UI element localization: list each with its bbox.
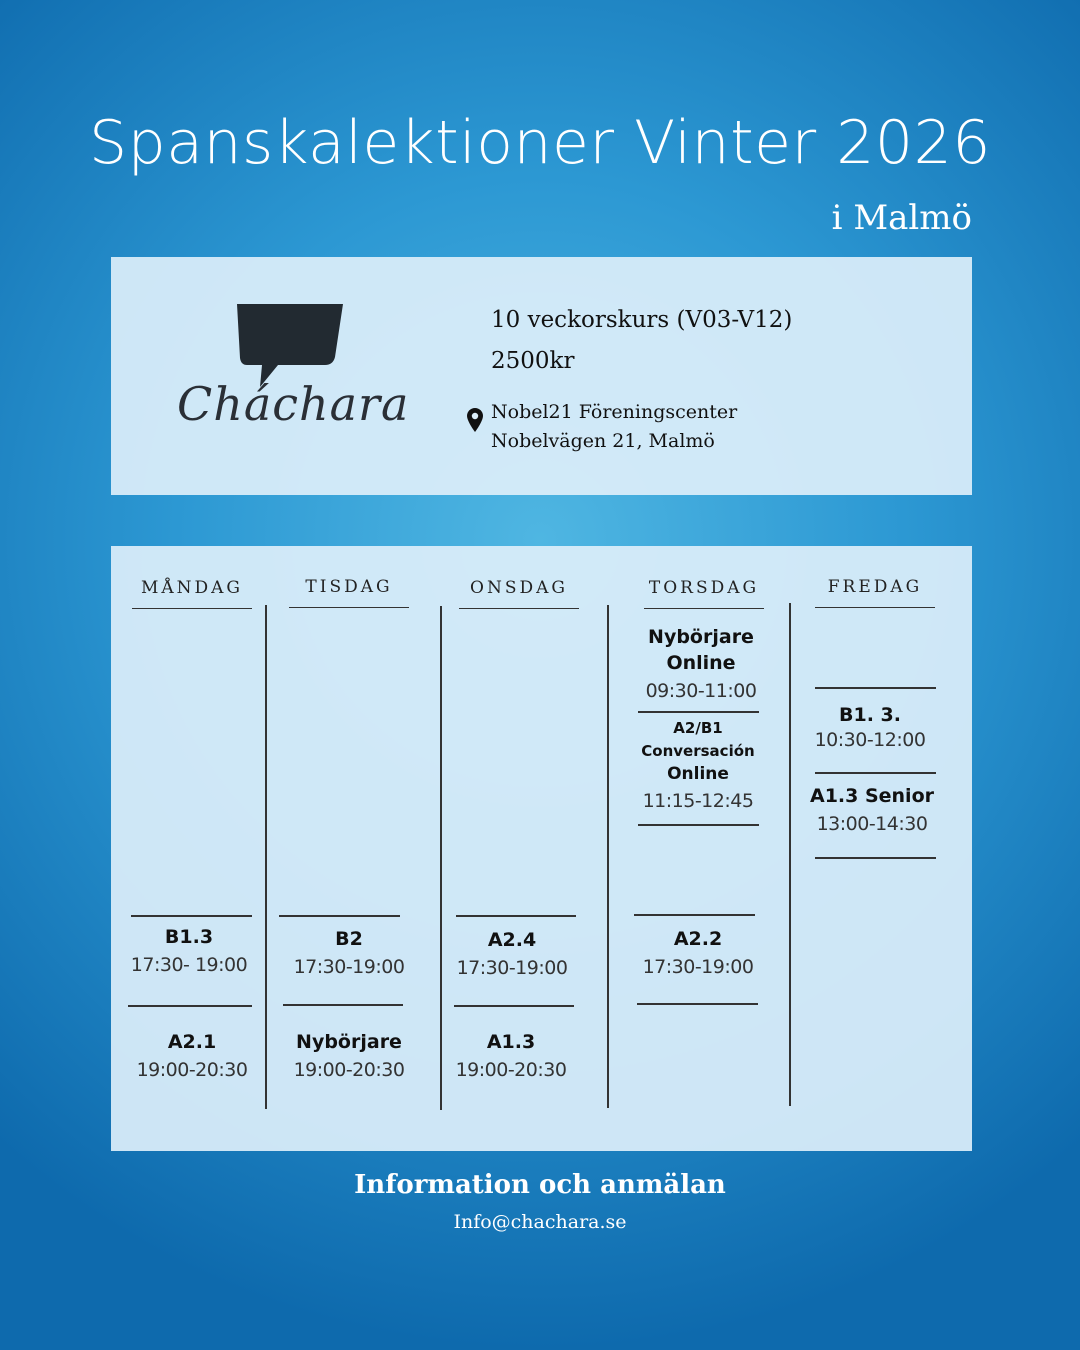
slot-divider	[634, 914, 755, 916]
column-divider	[789, 603, 791, 1106]
slot-tuesday-1	[274, 926, 424, 982]
slot-divider	[456, 915, 576, 917]
slot-level: Conversación	[641, 742, 755, 760]
slot-thursday-2	[623, 717, 773, 816]
slot-time: 17:30-19:00	[456, 957, 568, 979]
slot-time: 19:00-20:30	[293, 1059, 405, 1081]
address-venue: Nobel21 Föreningscenter	[491, 401, 738, 423]
slot-divider	[128, 1005, 252, 1007]
slot-divider	[815, 687, 936, 689]
slot-divider	[815, 857, 936, 859]
slot-thursday-1	[626, 624, 776, 706]
slot-divider	[131, 915, 252, 917]
slot-monday-1	[114, 924, 264, 980]
slot-divider	[637, 1003, 758, 1005]
slot-time: 11:15-12:45	[642, 790, 754, 812]
slot-monday-2	[117, 1029, 267, 1085]
slot-level: A2/B1	[673, 719, 723, 737]
slot-divider	[638, 711, 759, 713]
footer-heading: Information och anmälan	[354, 1170, 726, 1200]
slot-time: 10:30-12:00	[814, 729, 926, 751]
slot-level: B2	[335, 928, 363, 950]
slot-time: 09:30-11:00	[645, 680, 757, 702]
slot-time: 19:00-20:30	[136, 1059, 248, 1081]
address-street: Nobelvägen 21, Malmö	[491, 430, 715, 452]
schedule-panel	[111, 546, 972, 1151]
slot-level: B1.3	[164, 926, 214, 948]
slot-divider	[454, 1005, 574, 1007]
slot-divider	[283, 1004, 403, 1006]
slot-time: 17:30-19:00	[642, 956, 754, 978]
slot-level: A1.3	[486, 1031, 536, 1053]
slot-level: A2.4	[487, 929, 537, 951]
slot-time: 13:00-14:30	[816, 813, 928, 835]
course-duration: 10 veckorskurs (V03-V12)	[491, 307, 793, 333]
day-header-monday: MÅNDAG	[132, 578, 252, 609]
slot-friday-2	[797, 783, 947, 839]
course-info-panel	[111, 257, 972, 495]
slot-time: 17:30- 19:00	[130, 954, 248, 976]
course-price: 2500kr	[491, 348, 575, 374]
slot-level: A1.3 Senior	[809, 785, 934, 807]
slot-thursday-3	[623, 926, 773, 982]
day-header-wednesday: ONSDAG	[459, 578, 579, 609]
day-header-tuesday: TISDAG	[289, 577, 409, 608]
logo-wordmark: Cháchara	[177, 377, 410, 431]
slot-level: Nybörjare	[648, 626, 754, 648]
slot-divider	[279, 915, 400, 917]
slot-divider	[815, 772, 936, 774]
slot-level: A2.1	[167, 1031, 217, 1053]
column-divider	[607, 605, 609, 1108]
slot-level: Nybörjare	[296, 1031, 402, 1053]
slot-level: B1. 3.	[839, 704, 901, 726]
slot-wednesday-1	[437, 927, 587, 983]
slot-level: Online	[667, 764, 729, 784]
page-subtitle: i Malmö	[831, 198, 972, 238]
slot-level: A2.2	[673, 928, 723, 950]
slot-wednesday-2	[436, 1029, 586, 1085]
location-pin-icon	[467, 408, 483, 432]
contact-email-link[interactable]: Info@chachara.se	[453, 1211, 627, 1233]
slot-level: Online	[666, 652, 736, 674]
slot-friday-1	[795, 702, 945, 752]
slot-time: 19:00-20:30	[455, 1059, 567, 1081]
slot-divider	[638, 824, 759, 826]
slot-tuesday-2	[274, 1029, 424, 1085]
day-header-thursday: TORSDAG	[644, 578, 764, 609]
day-header-friday: FREDAG	[815, 577, 935, 608]
page-title: Spanskalektioner Vinter 2026	[89, 108, 991, 178]
slot-time: 17:30-19:00	[293, 956, 405, 978]
